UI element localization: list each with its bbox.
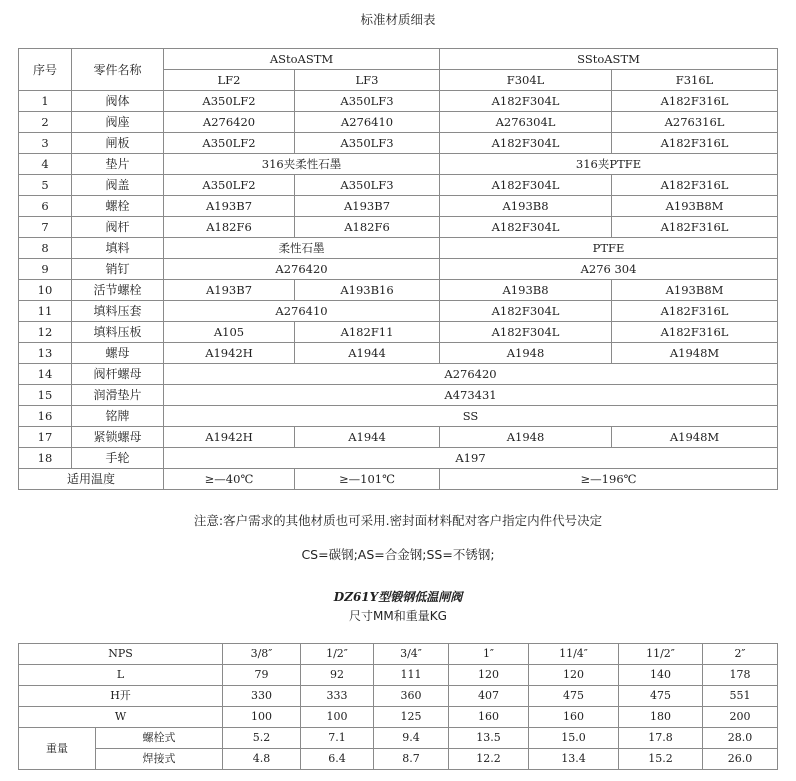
- material-cell: A182F6: [164, 217, 295, 238]
- size-cell: 11/4″: [529, 644, 619, 665]
- dimension-value: 333: [301, 686, 374, 707]
- part-name: 填料压板: [72, 322, 164, 343]
- dimension-label: W: [19, 707, 223, 728]
- material-cell: SS: [164, 406, 778, 427]
- dimension-value: 551: [703, 686, 778, 707]
- table-row: [19, 364, 778, 385]
- dimension-value: 330: [223, 686, 301, 707]
- dimension-value: 120: [529, 665, 619, 686]
- dimension-value: 200: [703, 707, 778, 728]
- dimension-value: 407: [449, 686, 529, 707]
- table-row: [19, 91, 778, 112]
- table-row: [19, 448, 778, 469]
- part-name: 阀杆: [72, 217, 164, 238]
- weight-value: 7.1: [301, 728, 374, 749]
- temperature-cell: ≥—196℃: [440, 469, 778, 490]
- table-row: [19, 707, 778, 728]
- material-cell: A182F316L: [612, 322, 778, 343]
- weight-value: 28.0: [703, 728, 778, 749]
- row-number: 5: [19, 175, 72, 196]
- material-cell: A182F304L: [440, 133, 612, 154]
- row-number: 2: [19, 112, 72, 133]
- material-cell: A276 304: [440, 259, 778, 280]
- material-cell: 316夹柔性石墨: [164, 154, 440, 175]
- table-row: [19, 175, 778, 196]
- material-cell: 316夹PTFE: [440, 154, 778, 175]
- table-row: [19, 385, 778, 406]
- material-cell: A193B16: [295, 280, 440, 301]
- weight-label: 重量: [19, 728, 96, 770]
- weight-value: 26.0: [703, 749, 778, 770]
- dimension-value: 100: [301, 707, 374, 728]
- table-row: [19, 322, 778, 343]
- material-cell: A193B7: [164, 196, 295, 217]
- part-name: 垫片: [72, 154, 164, 175]
- part-name: 阀体: [72, 91, 164, 112]
- weight-value: 15.0: [529, 728, 619, 749]
- material-cell: A193B8: [440, 280, 612, 301]
- weight-value: 12.2: [449, 749, 529, 770]
- material-cell: A182F316L: [612, 301, 778, 322]
- material-cell: A276420: [164, 112, 295, 133]
- material-cell: A1944: [295, 343, 440, 364]
- material-cell: A276420: [164, 364, 778, 385]
- material-cell: A182F304L: [440, 301, 612, 322]
- header-f304l: F304L: [440, 70, 612, 91]
- table-row: [19, 665, 778, 686]
- table-title: 标准材质细表: [360, 12, 436, 27]
- temperature-label: 适用温度: [19, 469, 164, 490]
- temperature-cell: ≥—101℃: [295, 469, 440, 490]
- table-row: [19, 686, 778, 707]
- row-number: 7: [19, 217, 72, 238]
- material-cell: A276304L: [440, 112, 612, 133]
- row-number: 14: [19, 364, 72, 385]
- row-number: 3: [19, 133, 72, 154]
- material-cell: A1948: [440, 427, 612, 448]
- row-number: 18: [19, 448, 72, 469]
- header-seq: 序号: [19, 49, 72, 91]
- part-name: 阀杆螺母: [72, 364, 164, 385]
- dimension-value: 475: [619, 686, 703, 707]
- size-cell: 1/2″: [301, 644, 374, 665]
- material-cell: A276410: [164, 301, 440, 322]
- material-cell: A182F316L: [612, 217, 778, 238]
- weight-value: 15.2: [619, 749, 703, 770]
- material-cell: A350LF3: [295, 91, 440, 112]
- dimension-label: L: [19, 665, 223, 686]
- dimension-value: 160: [449, 707, 529, 728]
- dimension-value: 160: [529, 707, 619, 728]
- weight-value: 13.4: [529, 749, 619, 770]
- material-cell: A276420: [164, 259, 440, 280]
- row-number: 16: [19, 406, 72, 427]
- part-name: 紧锁螺母: [72, 427, 164, 448]
- material-cell: A182F11: [295, 322, 440, 343]
- weight-value: 5.2: [223, 728, 301, 749]
- header-f316l: F316L: [612, 70, 778, 91]
- row-number: 9: [19, 259, 72, 280]
- material-cell: A1942H: [164, 343, 295, 364]
- row-number: 10: [19, 280, 72, 301]
- temperature-row: [19, 469, 778, 490]
- table-row: [19, 154, 778, 175]
- part-name: 阀座: [72, 112, 164, 133]
- header-row: [19, 49, 778, 70]
- dimension-value: 180: [619, 707, 703, 728]
- row-number: 11: [19, 301, 72, 322]
- material-cell: 柔性石墨: [164, 238, 440, 259]
- material-cell: PTFE: [440, 238, 778, 259]
- material-cell: A350LF3: [295, 133, 440, 154]
- header-group-as: AStoASTM: [164, 49, 440, 70]
- part-name: 铭牌: [72, 406, 164, 427]
- dimension-value: 111: [374, 665, 449, 686]
- nps-label: NPS: [19, 644, 223, 665]
- header-lf2: LF2: [164, 70, 295, 91]
- dimension-value: 178: [703, 665, 778, 686]
- table-row: [19, 406, 778, 427]
- table-row: [19, 196, 778, 217]
- material-cell: A193B8M: [612, 196, 778, 217]
- part-name: 销钉: [72, 259, 164, 280]
- table-row: [19, 238, 778, 259]
- table-row: [19, 301, 778, 322]
- material-cell: A197: [164, 448, 778, 469]
- material-cell: A276316L: [612, 112, 778, 133]
- size-header-row: [19, 644, 778, 665]
- header-lf3: LF3: [295, 70, 440, 91]
- material-cell: A182F316L: [612, 175, 778, 196]
- material-cell: A473431: [164, 385, 778, 406]
- material-cell: A1948M: [612, 427, 778, 448]
- temperature-cell: ≥—40℃: [164, 469, 295, 490]
- material-cell: A193B8M: [612, 280, 778, 301]
- material-cell: A1948M: [612, 343, 778, 364]
- table-row: [19, 133, 778, 154]
- dimension-value: 140: [619, 665, 703, 686]
- dimension-value: 79: [223, 665, 301, 686]
- table-row: [19, 259, 778, 280]
- size-cell: 3/4″: [374, 644, 449, 665]
- row-number: 17: [19, 427, 72, 448]
- valve-title: DZ61Y型锻钢低温闸阀: [333, 590, 463, 604]
- material-cell: A350LF2: [164, 133, 295, 154]
- dimension-value: 120: [449, 665, 529, 686]
- material-cell: A276410: [295, 112, 440, 133]
- dimension-value: 360: [374, 686, 449, 707]
- valve-subtitle: 尺寸MM和重量KG: [349, 609, 447, 623]
- row-number: 12: [19, 322, 72, 343]
- table-row: [19, 280, 778, 301]
- part-name: 螺栓: [72, 196, 164, 217]
- part-name: 活节螺栓: [72, 280, 164, 301]
- dimension-value: 125: [374, 707, 449, 728]
- table-row: [19, 112, 778, 133]
- weight-value: 17.8: [619, 728, 703, 749]
- weight-value: 8.7: [374, 749, 449, 770]
- row-number: 15: [19, 385, 72, 406]
- table-row: [19, 217, 778, 238]
- material-cell: A182F304L: [440, 322, 612, 343]
- weight-row: [19, 728, 778, 749]
- material-cell: A182F6: [295, 217, 440, 238]
- weight-type: 螺栓式: [96, 728, 223, 749]
- material-cell: A1942H: [164, 427, 295, 448]
- table-row: [19, 343, 778, 364]
- part-name: 螺母: [72, 343, 164, 364]
- row-number: 8: [19, 238, 72, 259]
- material-cell: A182F316L: [612, 133, 778, 154]
- table-row: [19, 427, 778, 448]
- note-text: 注意:客户需求的其他材质也可采用.密封面材料配对客户指定内件代号决定: [193, 513, 603, 528]
- weight-value: 6.4: [301, 749, 374, 770]
- material-cell: A193B7: [295, 196, 440, 217]
- weight-type: 焊接式: [96, 749, 223, 770]
- size-cell: 11/2″: [619, 644, 703, 665]
- part-name: 手轮: [72, 448, 164, 469]
- material-cell: A1948: [440, 343, 612, 364]
- part-name: 填料压套: [72, 301, 164, 322]
- dimension-value: 475: [529, 686, 619, 707]
- material-cell: A182F304L: [440, 217, 612, 238]
- material-cell: A350LF2: [164, 175, 295, 196]
- material-cell: A350LF3: [295, 175, 440, 196]
- row-number: 4: [19, 154, 72, 175]
- row-number: 1: [19, 91, 72, 112]
- material-cell: A182F304L: [440, 175, 612, 196]
- material-cell: A193B7: [164, 280, 295, 301]
- row-number: 13: [19, 343, 72, 364]
- size-cell: 2″: [703, 644, 778, 665]
- material-cell: A105: [164, 322, 295, 343]
- part-name: 填料: [72, 238, 164, 259]
- dimension-value: 100: [223, 707, 301, 728]
- material-cell: A193B8: [440, 196, 612, 217]
- size-cell: 3/8″: [223, 644, 301, 665]
- dimension-value: 92: [301, 665, 374, 686]
- part-name: 润滑垫片: [72, 385, 164, 406]
- weight-value: 9.4: [374, 728, 449, 749]
- weight-value: 13.5: [449, 728, 529, 749]
- material-cell: A350LF2: [164, 91, 295, 112]
- part-name: 闸板: [72, 133, 164, 154]
- row-number: 6: [19, 196, 72, 217]
- dimension-table: [18, 643, 778, 770]
- material-cell: A1944: [295, 427, 440, 448]
- abbreviation-note: CS=碳钢;AS=合金钢;SS=不锈钢;: [301, 547, 495, 562]
- dimension-label: H开: [19, 686, 223, 707]
- weight-value: 4.8: [223, 749, 301, 770]
- header-part: 零件名称: [72, 49, 164, 91]
- weight-row: [19, 749, 778, 770]
- material-cell: A182F304L: [440, 91, 612, 112]
- size-cell: 1″: [449, 644, 529, 665]
- header-group-ss: SStoASTM: [440, 49, 778, 70]
- part-name: 阀盖: [72, 175, 164, 196]
- material-table: [18, 48, 778, 490]
- material-cell: A182F316L: [612, 91, 778, 112]
